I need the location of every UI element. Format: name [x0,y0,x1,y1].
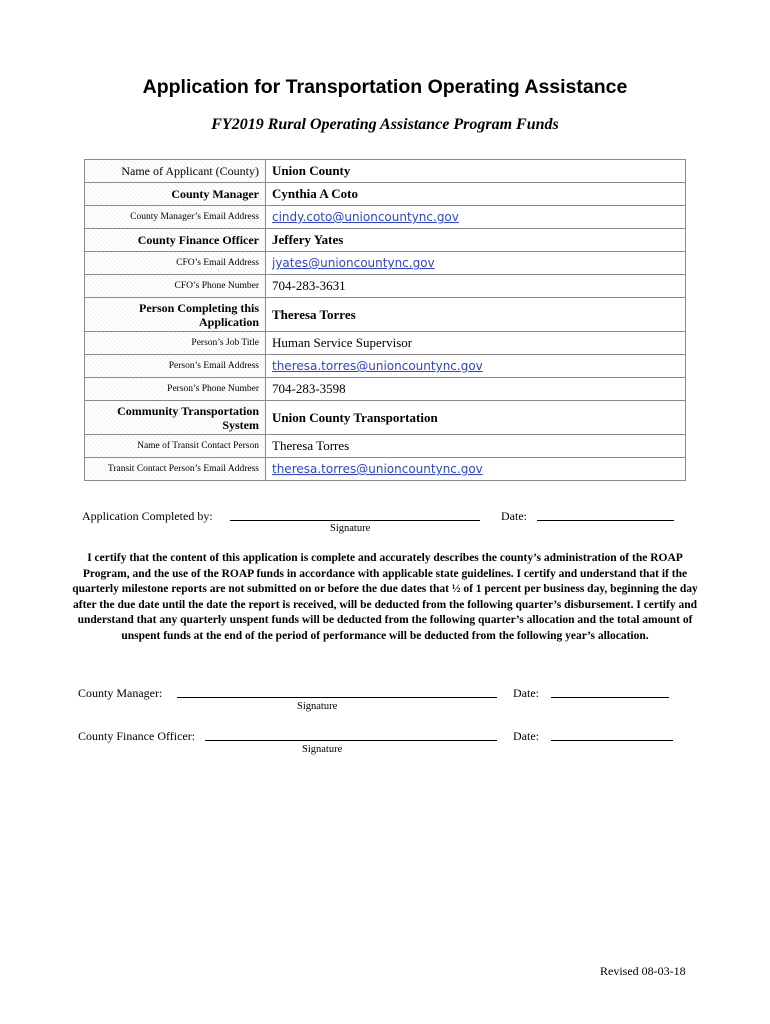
cfo-phone-value[interactable]: 704-283-3631 [266,275,686,298]
table-row [85,458,686,481]
field-label: County Manager’s Email Address [85,206,266,229]
field-label: CFO’s Email Address [85,252,266,275]
field-label: Name of Transit Contact Person [85,435,266,458]
person-completing-value[interactable]: Theresa Torres [266,298,686,332]
table-row [85,298,686,332]
county-manager-date-line[interactable] [551,697,669,698]
field-label: County Manager [85,183,266,206]
date-label: Date: [513,686,539,700]
person-phone-value[interactable]: 704-283-3598 [266,378,686,401]
county-manager-email-link[interactable]: cindy.coto@unioncountync.gov [266,206,686,229]
document-subtitle: FY2019 Rural Operating Assistance Program Funds [211,116,559,133]
date-label: Date: [501,509,527,523]
field-label: CFO’s Phone Number [85,275,266,298]
table-row [85,378,686,401]
certification-statement: I certify that the content of this application is complete and accurately describes the county’s administration of the ROAP Program, and the use of the ROAP funds in accordance with applicable state guidelines. I certify and understand that if the quarterly milestone reports are not submitted on or before the due dates that ½ of 1 percent per business day, beginning the day after the due date until the date the report is received, will be deducted from the following quarter’s disbursement. I certify and understand that any quarterly unspent funds will be deducted from the following quarter’s allocation and the total amount of unspent funds at the end of the period of performance will be deducted from the following year’s allocation. [72,552,698,642]
applicant-info-table [84,159,686,481]
table-row [85,435,686,458]
signature-caption: Signature [302,744,343,755]
applicant-county-value[interactable]: Union County [266,160,686,183]
county-manager-sig-label: County Manager: [78,686,163,700]
completed-by-label: Application Completed by: [82,509,213,523]
field-label: Community Transportation System [85,401,266,435]
signature-caption: Signature [330,523,371,534]
table-row [85,275,686,298]
finance-officer-sig-label: County Finance Officer: [78,729,196,743]
field-label: Transit Contact Person’s Email Address [85,458,266,481]
job-title-value[interactable]: Human Service Supervisor [266,332,686,355]
cfo-email-link[interactable]: jyates@unioncountync.gov [266,252,686,275]
document-title: Application for Transportation Operating Assistance [142,76,628,98]
completed-by-signature-line[interactable] [230,520,480,521]
table-row [85,332,686,355]
table-row [85,229,686,252]
finance-officer-value[interactable]: Jeffery Yates [266,229,686,252]
field-label: Name of Applicant (County) [85,160,266,183]
table-row [85,355,686,378]
county-manager-signature-line[interactable] [177,697,497,698]
table-row [85,160,686,183]
table-row [85,206,686,229]
signature-caption: Signature [297,701,338,712]
transit-contact-email-link[interactable]: theresa.torres@unioncountync.gov [266,458,686,481]
county-manager-value[interactable]: Cynthia A Coto [266,183,686,206]
field-label: Person’s Job Title [85,332,266,355]
finance-officer-date-line[interactable] [551,740,673,741]
transportation-system-value[interactable]: Union County Transportation [266,401,686,435]
table-row [85,252,686,275]
field-label: Person’s Email Address [85,355,266,378]
date-label: Date: [513,729,539,743]
field-label: County Finance Officer [85,229,266,252]
field-label: Person’s Phone Number [85,378,266,401]
person-email-link[interactable]: theresa.torres@unioncountync.gov [266,355,686,378]
revision-date: Revised 08-03-18 [600,964,686,978]
completed-by-date-line[interactable] [537,520,674,521]
table-row [85,401,686,435]
field-label: Person Completing this Application [85,298,266,332]
table-row [85,183,686,206]
finance-officer-signature-line[interactable] [205,740,497,741]
transit-contact-value[interactable]: Theresa Torres [266,435,686,458]
